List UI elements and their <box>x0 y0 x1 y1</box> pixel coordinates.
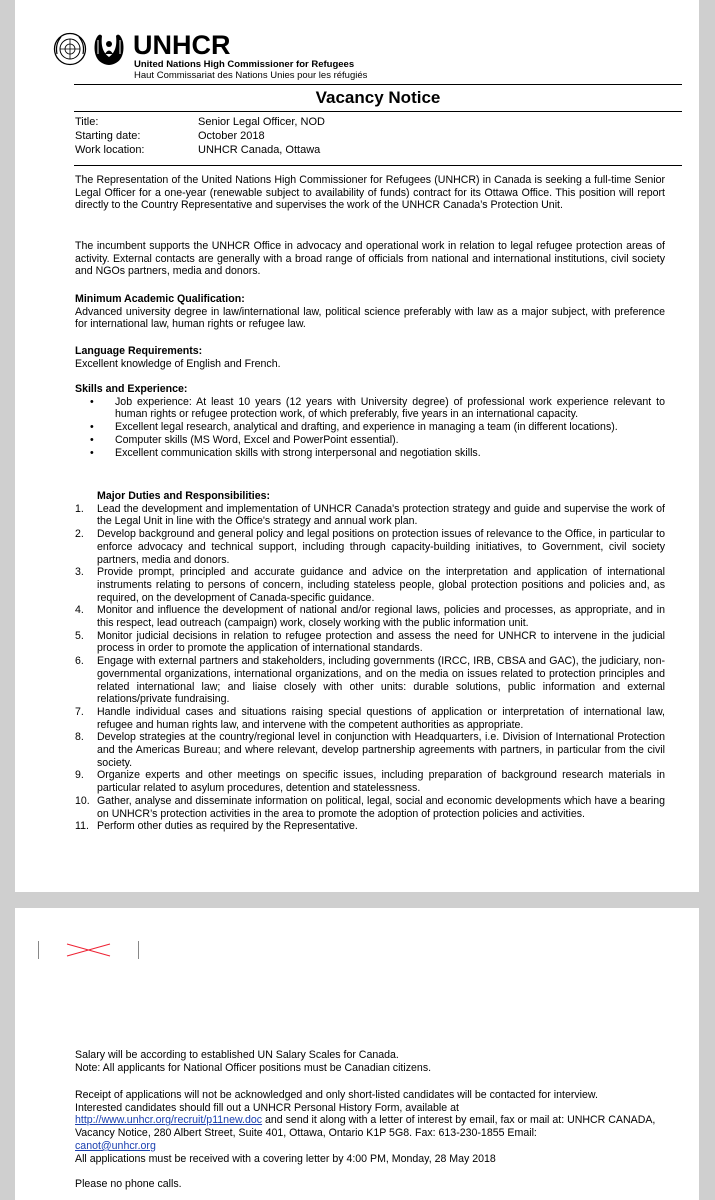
list-item: • Job experience: At least 10 years (12 years with University degree) of professional work experience relevant to human rights or refugee protection work, of which preferably, five years in an international capacity. <box>75 396 665 421</box>
salary-section <box>75 1049 665 1074</box>
brand-subtitle-en: United Nations High Commissioner for Refugees <box>134 59 355 70</box>
p11-form-link[interactable]: http://www.unhcr.org/recruit/p11new.doc <box>75 1114 263 1127</box>
list-item: 11. Perform other duties as required by the Representative. <box>75 820 358 833</box>
un-emblem-icon <box>53 32 87 66</box>
brand-subtitle-fr: Haut Commissariat des Nations Unies pour les réfugiés <box>134 70 368 81</box>
meta-location-label: Work location: <box>75 144 145 156</box>
application-section <box>75 1089 665 1191</box>
list-item: 6. Engage with external partners and stakeholders, including governments (IRCC, IRB, CBSA and GAC), the judiciary, non-governmental organizations, international organizations, and on the media on issues related to protection principles and related international law; and liaise closely with other units: durable solutions, public information and external relations/private fundraising. <box>75 655 665 706</box>
page-title: Vacancy Notice <box>74 84 682 112</box>
sheltering-hands-icon <box>91 30 127 68</box>
list-item: • Excellent communication skills with strong interpersonal and negotiation skills. <box>75 447 665 460</box>
brand-name: UNHCR <box>133 30 231 60</box>
document-page-1 <box>15 0 699 892</box>
intro-paragraph-2: The incumbent supports the UNHCR Office in advocacy and operational work in relation to legal refugee protection areas of activity. External contacts are generally with a broad range of officials from national and international institutions, civil society and NGOs partners, media and donors. <box>75 240 665 278</box>
skills-list <box>75 396 665 460</box>
list-item: 10. Gather, analyse and disseminate information on political, legal, social and economic developments which have a bearing on UNHCR’s protection activities in the area to promote the adoption of protection policies and activities. <box>75 794 665 820</box>
address-text: and send it along with a letter of interest by email, fax or mail at: UNHCR CANADA, Vacancy Notice, 280 Albert Street, Suite 401, Ottawa, Ontario K1P 5G8. Fax: 613-230-1855 Email: <box>75 1114 656 1140</box>
meta-start-value: October 2018 <box>198 130 265 142</box>
meta-title-label: Title: <box>75 116 99 128</box>
language-heading: Language Requirements: <box>75 345 203 357</box>
list-item: 9. Organize experts and other meetings on specific issues, including preparation of background research materials in particular related to asylum procedures, detention and statelessness. <box>75 769 665 795</box>
meta-title-value: Senior Legal Officer, NOD <box>198 116 325 128</box>
divider <box>74 165 682 166</box>
list-item: 8. Develop strategies at the country/regional level in conjunction with Headquarters, i.e. Division of International Protection and the Americas Bureau; and where relevant, develop partnership agreements with partners, in particular from the civil society. <box>75 731 665 769</box>
document-page-2 <box>15 908 699 1200</box>
duties-section <box>75 490 665 833</box>
deadline-text: All applications must be received with a covering letter by 4:00 PM, Monday, 28 May 2018 <box>75 1152 496 1165</box>
email-link[interactable]: canot@unhcr.org <box>75 1139 156 1152</box>
job-meta <box>75 115 325 157</box>
list-item: 5. Monitor judicial decisions in relation to refugee protection and assess the need for UNHCR to intervene in the judicial process in order to promote the application of international standards. <box>75 629 665 655</box>
meta-start-label: Starting date: <box>75 130 141 142</box>
list-item: 7. Handle individual cases and situations raising special questions of application or interpretation of international law, refugee and human rights law, and intervene with the competent authorities as appropriate. <box>75 705 665 731</box>
duties-list <box>75 503 665 833</box>
academic-heading: Minimum Academic Qualification: <box>75 293 245 305</box>
list-item: 4. Monitor and influence the development of national and/or regional laws, policies and processes, as appropriate, and in this respect, lead outreach (campaign) work, closely working with the public information unit. <box>75 604 665 630</box>
list-item: 2. Develop background and general policy and legal positions on protection issues of relevance to the Office, in particular to enforce advocacy and technical support, including through capacity-building initiatives, to Government, civil society partners, media and donors. <box>75 528 665 566</box>
no-phone-note: Please no phone calls. <box>75 1178 182 1191</box>
receipt-note: Receipt of applications will not be acknowledged and only short-listed candidates will be contacted for interview. <box>75 1089 598 1101</box>
list-item: 3. Provide prompt, principled and accurate guidance and advice on the interpretation and application of international instruments relating to persons of concern, including stateless people, global protection positions and policies and, as required, on the development of Canada-specific guidance. <box>75 566 665 604</box>
language-section <box>75 345 665 370</box>
list-item: 1. Lead the development and implementation of UNHCR Canada's protection strategy and guide and supervise the work of the Legal Unit in line with the Office's strategy and annual work plan. <box>75 502 665 528</box>
list-item: • Computer skills (MS Word, Excel and PowerPoint essential). <box>75 434 665 447</box>
intro-paragraph-1: The Representation of the United Nations High Commissioner for Refugees (UNHCR) in Canada is seeking a full-time Senior Legal Officer for a one-year (renewable subject to availability of funds) contract for its Ottawa Office. This position will report directly to the Country Representative and supervises the work of the UNHCR Canada’s Protection Unit. <box>75 174 665 212</box>
instructions-text: Interested candidates should fill out a UNHCR Personal History Form, available at <box>75 1101 459 1114</box>
salary-text: Salary will be according to established UN Salary Scales for Canada. <box>75 1049 399 1061</box>
skills-heading: Skills and Experience: <box>75 383 188 395</box>
broken-image-icon <box>39 941 138 959</box>
list-item: • Excellent legal research, analytical and drafting, and experience in managing a team (in different locations). <box>75 421 665 434</box>
skills-section <box>75 383 665 459</box>
language-text: Excellent knowledge of English and French. <box>75 357 281 370</box>
academic-text: Advanced university degree in law/international law, political science preferably with law as a major subject, with preference for international law, human rights or refugee law. <box>75 305 665 331</box>
meta-location-value: UNHCR Canada, Ottawa <box>198 144 321 156</box>
duties-heading: Major Duties and Responsibilities: <box>97 490 271 502</box>
academic-section <box>75 293 665 331</box>
broken-image-placeholder <box>38 941 139 959</box>
citizenship-note: Note: All applicants for National Officer positions must be Canadian citizens. <box>75 1061 432 1074</box>
